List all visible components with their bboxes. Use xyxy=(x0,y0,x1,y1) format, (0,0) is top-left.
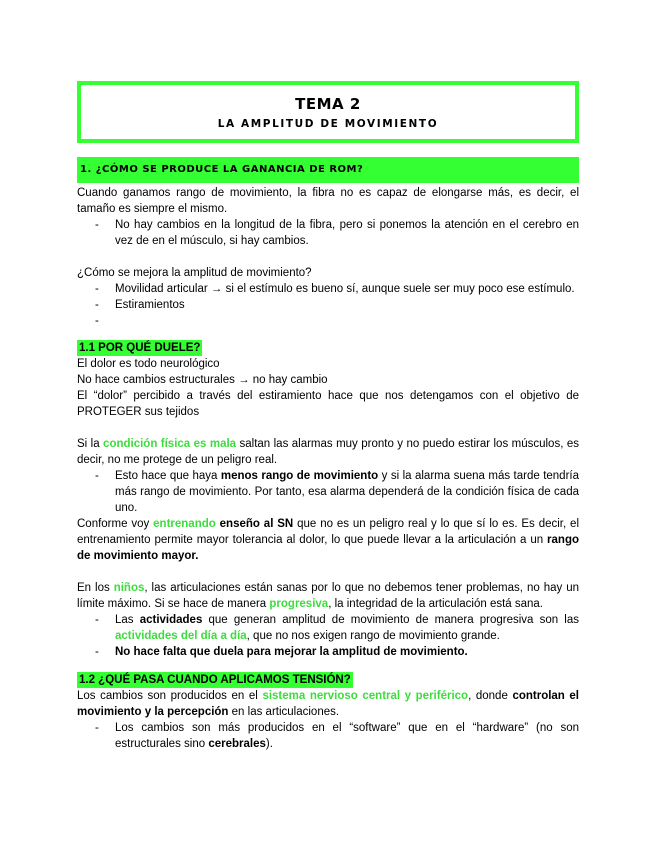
paragraph: El dolor es todo neurológico xyxy=(77,358,220,370)
page-subtitle: LA AMPLITUD DE MOVIMIENTO xyxy=(217,118,439,130)
highlight-text: sistema nervioso central y periférico xyxy=(262,690,469,702)
list-item-text: No hace falta que duela para mejorar la amplitud de movimiento. xyxy=(115,646,468,658)
paragraph: El “dolor” percibido a través del estiramiento hace que nos detengamos con el objetivo de PROTEGER sus tejidos xyxy=(77,390,579,418)
list-item xyxy=(77,217,579,249)
highlight-text: entrenando xyxy=(153,518,216,530)
paragraph: Conforme voy entrenando enseño al SN que no es un peligro real y lo que sí lo es. Es decir, el entrenamiento permite mayor tolerancia al dolor, lo que puede llevar a la articulación a un rango de movimiento mayor. xyxy=(77,518,580,562)
highlight-text: progresiva xyxy=(269,598,329,610)
highlight-text: actividades del día a día xyxy=(115,630,247,642)
list-item-text: Estiramientos xyxy=(115,299,185,311)
paragraph: Los cambios son producidos en el sistema nervioso central y periférico, donde controlan el movimiento y la percepción en las articulaciones. xyxy=(77,690,580,718)
bullet-dash: - xyxy=(95,299,99,311)
bullet-dash: - xyxy=(95,283,99,295)
bullet-dash: - xyxy=(95,614,99,626)
bullet-dash: - xyxy=(95,722,99,734)
paragraph: En los niños, las articulaciones están sanas por lo que no debemos tener problemas, no hay un límite máximo. Si se hace de manera progresiva, la integridad de la articulación está sana. xyxy=(77,582,579,610)
paragraph: No hace cambios estructurales → no hay cambio xyxy=(77,374,328,386)
bullet-dash: - xyxy=(95,315,99,327)
list-item-text: No hay cambios en la longitud de la fibra, pero si ponemos la atención en el cerebro en vez de en el músculo, si hay cambios. xyxy=(115,219,579,247)
list-item xyxy=(77,281,579,297)
section-heading-1: 1. ¿CÓMO SE PRODUCE LA GANANCIA DE ROM? xyxy=(77,157,579,183)
section-heading-1-1: 1.1 POR QUÉ DUELE? xyxy=(79,342,201,354)
paragraph: ¿Cómo se mejora la amplitud de movimiento? xyxy=(77,267,312,279)
paragraph: Si la condición física es mala saltan las alarmas muy pronto y no puedo estirar los músculos, es decir, no me protege de un peligro real. xyxy=(77,438,579,466)
section-heading-1-2: 1.2 ¿QUÉ PASA CUANDO APLICAMOS TENSIÓN? xyxy=(79,674,351,686)
bullet-dash: - xyxy=(95,470,99,482)
bullet-dash: - xyxy=(95,646,99,658)
bullet-dash: - xyxy=(95,219,99,231)
page-title: TEMA 2 xyxy=(295,95,361,113)
list-item xyxy=(77,297,579,313)
list-item: - Los cambios son más producidos en el “software” que en el “hardware” (no son estructurales sino cerebrales). xyxy=(95,722,579,750)
document-body xyxy=(77,157,579,752)
highlight-text: condición física es mala xyxy=(103,438,237,450)
list-item xyxy=(77,644,579,660)
list-item: - Esto hace que haya menos rango de movimiento y si la alarma suena más tarde tendría más rango de movimiento. Por tanto, esa alarma dependerá de la condición física de cada uno. xyxy=(95,470,579,514)
list-item-text: Movilidad articular → si el estímulo es bueno sí, aunque suele ser muy poco ese estímulo. xyxy=(115,283,575,295)
paragraph: Cuando ganamos rango de movimiento, la fibra no es capaz de elongarse más, es decir, el tamaño es siempre el mismo. xyxy=(77,187,579,215)
list-item-empty xyxy=(77,313,579,329)
title-box xyxy=(77,81,579,143)
highlight-text: niños xyxy=(113,582,145,594)
list-item: - Las actividades que generan amplitud de movimiento de manera progresiva son las actividades del día a día, que no nos exigen rango de movimiento grande. xyxy=(95,614,579,642)
